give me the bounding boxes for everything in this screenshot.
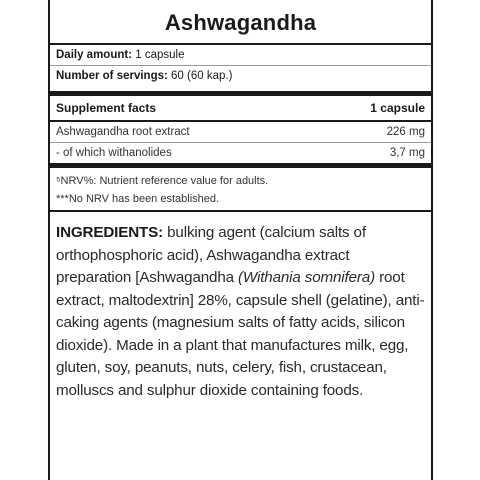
supplement-label: [48, 0, 433, 480]
ingredients-heading: INGREDIENTS:: [56, 224, 164, 241]
product-title: Ashwagandha: [164, 10, 317, 35]
daily-amount-row: [50, 45, 431, 65]
facts-row: [50, 122, 431, 142]
facts-row-name: Ashwagandha root extract: [56, 126, 190, 138]
servings-label: Number of servings:: [56, 70, 168, 82]
facts-row-amount: 3,7 mg: [389, 147, 425, 159]
servings-value: 60 (60 kap.): [171, 70, 233, 82]
daily-amount-label: Daily amount:: [56, 49, 133, 61]
facts-header-title: Supplement facts: [56, 101, 157, 115]
facts-header: [50, 96, 431, 120]
ingredients-text: root extract, maltodextrin] 28%, capsule shell (gelatine), anti-caking agents (magnesium salts of fatty acids, silicon dioxide). Made in a plant that manufactures milk, egg, gluten, soy, peanuts, nuts, celery, fish, crustacean, molluscs and sulphur dioxide containing foods.: [56, 269, 425, 399]
daily-amount-value: 1 capsule: [135, 49, 185, 61]
facts-row-amount: 226 mg: [386, 126, 425, 138]
footnote-nrv: ⁵NRV%: Nutrient reference value for adults.: [56, 175, 269, 187]
facts-header-serving: 1 capsule: [370, 101, 425, 115]
ingredients-text: bulking agent (calcium salts of orthophosphoric acid), Ashwagandha extract preparation [Ashwagandha: [56, 224, 366, 286]
footnotes: [50, 168, 431, 206]
ingredients-latin-name: (Withania somnifera): [238, 269, 375, 286]
ingredients-paragraph: [50, 212, 431, 402]
facts-row-name: - of which withanolides: [56, 147, 172, 159]
facts-row: [50, 143, 431, 163]
footnote-no-nrv: ***No NRV has been established.: [56, 193, 220, 205]
servings-row: [50, 66, 431, 86]
